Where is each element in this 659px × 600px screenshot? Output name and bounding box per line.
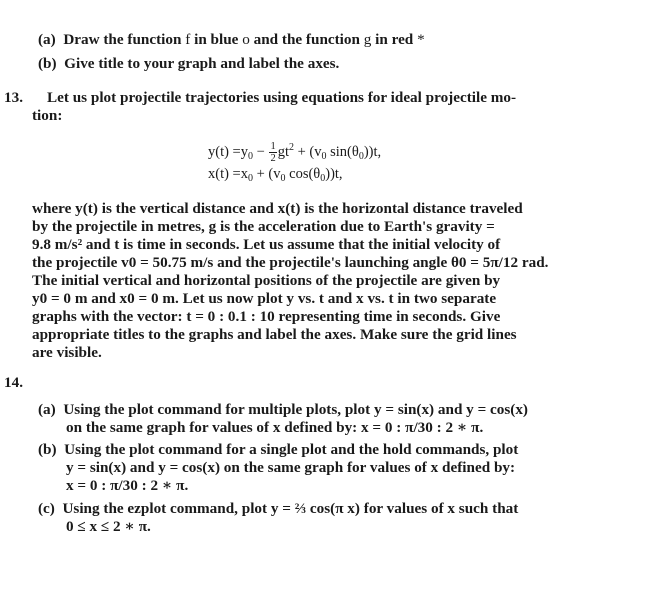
q13-para-line-5: The initial vertical and horizontal positions of the projectile are given by xyxy=(32,272,501,289)
q14-b-line2: y = sin(x) and y = cos(x) on the same graph for values of x defined by: xyxy=(66,459,516,476)
q13-para-line-8: appropriate titles to the graphs and label the axes. Make sure the grid lines xyxy=(32,326,517,343)
q14-a-line1: (a) Using the plot command for multiple plots, plot y = sin(x) and y = cos(x) xyxy=(38,401,528,418)
q14-b-line1: (b) Using the plot command for a single plot and the hold commands, plot xyxy=(38,441,519,458)
q14-c-line1: (c) Using the ezplot command, plot y = ⅔ cos(π x) for values of x such that xyxy=(38,500,519,517)
q13-intro-line2: tion: xyxy=(32,107,63,124)
q13-para-line-2: by the projectile in metres, g is the acceleration due to Earth's gravity = xyxy=(32,218,495,235)
question-14-number: 14. xyxy=(4,374,23,391)
equation-x: $x(t) =x_0 + (v_0$ $\cos(\theta_0))t$, xyxy=(208,166,343,184)
q14-a-line2: on the same graph for values of x defined by: x = 0 : π/30 : 2 ∗ π. xyxy=(66,419,484,436)
item-a-top: (a) Draw the function f in blue o and the function g in red * xyxy=(38,31,425,48)
q14-b-line3: x = 0 : π/30 : 2 ∗ π. xyxy=(66,477,189,494)
q13-para-line-7: graphs with the vector: t = 0 : 0.1 : 10 representing time in seconds. Give xyxy=(32,308,501,325)
q13-para-line-4: the projectile v0 = 50.75 m/s and the projectile's launching angle θ0 = 5π/12 rad. xyxy=(32,254,549,271)
item-b-top: (b) Give title to your graph and label the axes. xyxy=(38,55,340,72)
q13-intro-line1: Let us plot projectile trajectories using equations for ideal projectile mo- xyxy=(47,89,517,106)
q13-para-line-1: where y(t) is the vertical distance and x(t) is the horizontal distance traveled xyxy=(32,200,523,217)
q13-para-line-9: are visible. xyxy=(32,344,102,361)
q13-para-line-6: y0 = 0 m and x0 = 0 m. Let us now plot y vs. t and x vs. t in two separate xyxy=(32,290,497,307)
q13-para-line-3: 9.8 m/s² and t is time in seconds. Let us assume that the initial velocity of xyxy=(32,236,501,253)
q14-c-line2: 0 ≤ x ≤ 2 ∗ π. xyxy=(66,518,151,535)
question-13-number: 13. xyxy=(4,89,23,106)
equation-y: $y(t) =y_0$ − $\frac{1}{2}$ $gt^2 + (v_0$ $\sin(\theta_0))t$, xyxy=(208,141,382,165)
